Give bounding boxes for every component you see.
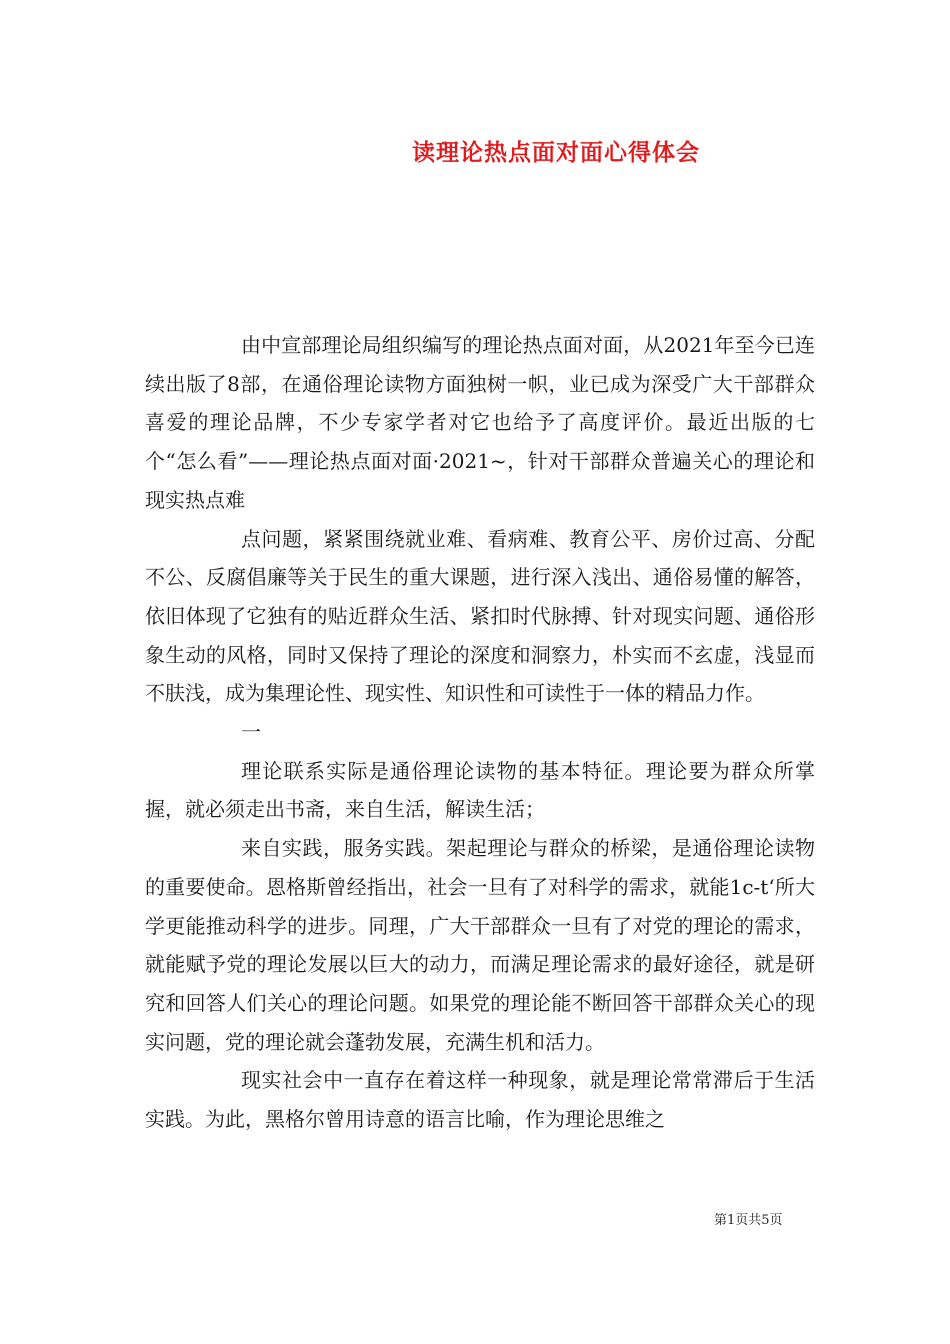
page-title: 读理论热点面对面心得体会 [412,140,700,166]
section-marker: 一 [241,720,261,745]
paragraph-5: 现实社会中一直存在着这样一种现象，就是理论常常滞后于生活实践。为此，黑格尔曾用诗意的语言比喻，作为理论思维之 [145,1068,815,1132]
paragraph-3: 理论联系实际是通俗理论读物的基本特征。理论要为群众所掌握，就必须走出书斋，来自生活，解读生活； [145,758,815,822]
paragraph-1: 由中宣部理论局组织编写的理论热点面对面，从2021年至今已连续出版了8部，在通俗理论读物方面独树一帜，业已成为深受广大干部群众喜爱的理论品牌，不少专家学者对它也给予了高度评价。最近出版的七个“怎么看”——理论热点面对面·2021~，针对干部群众普遍关心的理论和现实热点难 [145,333,815,512]
paragraph-4: 来自实践，服务实践。架起理论与群众的桥梁，是通俗理论读物的重要使命。恩格斯曾经指出，社会一旦有了对科学的需求，就能1c-t‘所大学更能推动科学的进步。同理，广大干部群众一旦有了对党的理论的需求，就能赋予党的理论发展以巨大的动力，而满足理论需求的最好途径，就是研究和回答人们关心的理论问题。如果党的理论能不断回答干部群众关心的现实问题，党的理论就会蓬勃发展，充满生机和活力。 [145,836,815,1054]
article-body [145,326,815,1139]
paragraph-2: 点问题，紧紧围绕就业难、看病难、教育公平、房价过高、分配不公、反腐倡廉等关于民生的重大课题，进行深入浅出、通俗易懂的解答，依旧体现了它独有的贴近群众生活、紧扣时代脉搏、针对现实问题、通俗形象生动的风格，同时又保持了理论的深度和洞察力，朴实而不玄虚，浅显而不肤浅，成为集理论性、现实性、知识性和可读性于一体的精品力作。 [145,526,815,706]
page-number: 第1页共5页 [714,1213,783,1228]
